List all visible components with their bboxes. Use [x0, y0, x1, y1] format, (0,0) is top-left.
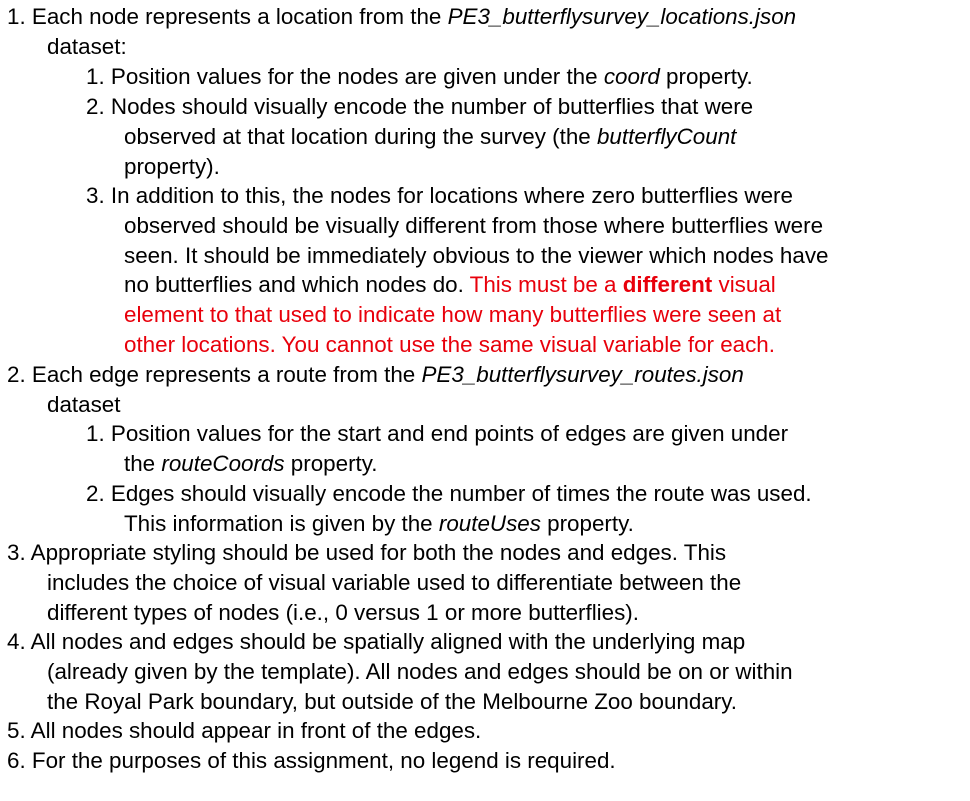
text-span: property. [659, 64, 753, 89]
requirement-line [0, 449, 970, 479]
text-span: 1. Position values for the start and end points of edges are given under [86, 421, 789, 446]
text-span: property. [284, 450, 378, 476]
requirement-line [0, 152, 970, 182]
requirement-i1 [0, 2, 970, 62]
text-span: 2. Edges should visually encode the number of times the route was used. [86, 481, 812, 506]
text-span: seen. It should be immediately obvious to the viewer which nodes have [124, 242, 829, 268]
text-span: dataset: [47, 33, 127, 59]
requirement-line [0, 598, 970, 628]
requirement-line [0, 479, 970, 509]
requirement-line [0, 32, 970, 62]
requirement-line [0, 746, 970, 776]
requirement-i1-2 [0, 92, 970, 181]
requirement-i4 [0, 627, 970, 716]
requirement-line [0, 211, 970, 241]
text-span: dataset [47, 391, 121, 417]
text-span: includes the choice of visual variable used to differentiate between the [47, 569, 742, 595]
emphasis-text: This must be a [469, 272, 623, 298]
text-span: (already given by the template). All nodes and edges should be on or within [47, 658, 793, 684]
requirement-line [0, 300, 970, 330]
requirement-line [0, 92, 970, 122]
text-span: property). [124, 153, 220, 179]
requirement-line [0, 62, 970, 92]
requirement-line [0, 568, 970, 598]
text-span: different types of nodes (i.e., 0 versus 1 or more butterflies). [47, 599, 639, 625]
requirement-line [0, 419, 970, 449]
text-span: observed should be visually different from those where butterflies were [124, 212, 824, 238]
property-name: routeCoords [161, 450, 285, 476]
requirement-i1-3 [0, 181, 970, 360]
text-span: the [124, 450, 162, 476]
requirement-line [0, 270, 970, 300]
requirement-line [0, 509, 970, 539]
text-span: 2. Each edge represents a route from the [7, 362, 422, 387]
emphasis-text: different [622, 272, 713, 298]
requirement-line [0, 330, 970, 360]
property-name: butterflyCount [596, 123, 737, 149]
requirement-line [0, 390, 970, 420]
text-span: 4. All nodes and edges should be spatially aligned with the underlying map [7, 629, 746, 654]
text-span: 3. In addition to this, the nodes for locations where zero butterflies were [86, 183, 793, 208]
text-span: 6. For the purposes of this assignment, no legend is required. [7, 748, 616, 773]
text-span: 2. Nodes should visually encode the number of butterflies that were [86, 94, 754, 119]
emphasis-text: other locations. You cannot use the same visual variable for each. [124, 331, 775, 357]
property-name: PE3_butterflysurvey_locations.json [447, 4, 797, 29]
text-span: no butterflies and which nodes do. [124, 272, 470, 298]
text-span: This information is given by the [124, 510, 439, 536]
requirement-line [0, 122, 970, 152]
requirement-i2-1 [0, 419, 970, 479]
text-span: 1. Each node represents a location from the [7, 4, 448, 29]
requirement-i1-1 [0, 62, 970, 92]
property-name: PE3_butterflysurvey_routes.json [421, 362, 744, 387]
requirement-line [0, 627, 970, 657]
requirement-line [0, 538, 970, 568]
requirement-line [0, 241, 970, 271]
text-span: the Royal Park boundary, but outside of the Melbourne Zoo boundary. [47, 688, 737, 714]
requirement-line [0, 2, 970, 32]
requirement-line [0, 181, 970, 211]
requirement-i3 [0, 538, 970, 627]
requirement-i5 [0, 716, 970, 746]
requirement-line [0, 657, 970, 687]
requirement-line [0, 687, 970, 717]
requirement-i2 [0, 360, 970, 420]
text-span: 1. Position values for the nodes are given under the [86, 64, 604, 89]
text-span: property. [540, 510, 634, 536]
property-name: coord [603, 64, 660, 89]
requirement-i2-2 [0, 479, 970, 539]
text-span: 5. All nodes should appear in front of the edges. [7, 718, 482, 743]
text-span: 3. Appropriate styling should be used for both the nodes and edges. This [7, 540, 727, 565]
emphasis-text: element to that used to indicate how many butterflies were seen at [124, 302, 782, 328]
requirement-line [0, 360, 970, 390]
requirement-i6 [0, 746, 970, 776]
text-span: observed at that location during the survey (the [124, 123, 597, 149]
property-name: routeUses [438, 510, 541, 536]
emphasis-text: visual [712, 272, 776, 298]
requirement-line [0, 716, 970, 746]
